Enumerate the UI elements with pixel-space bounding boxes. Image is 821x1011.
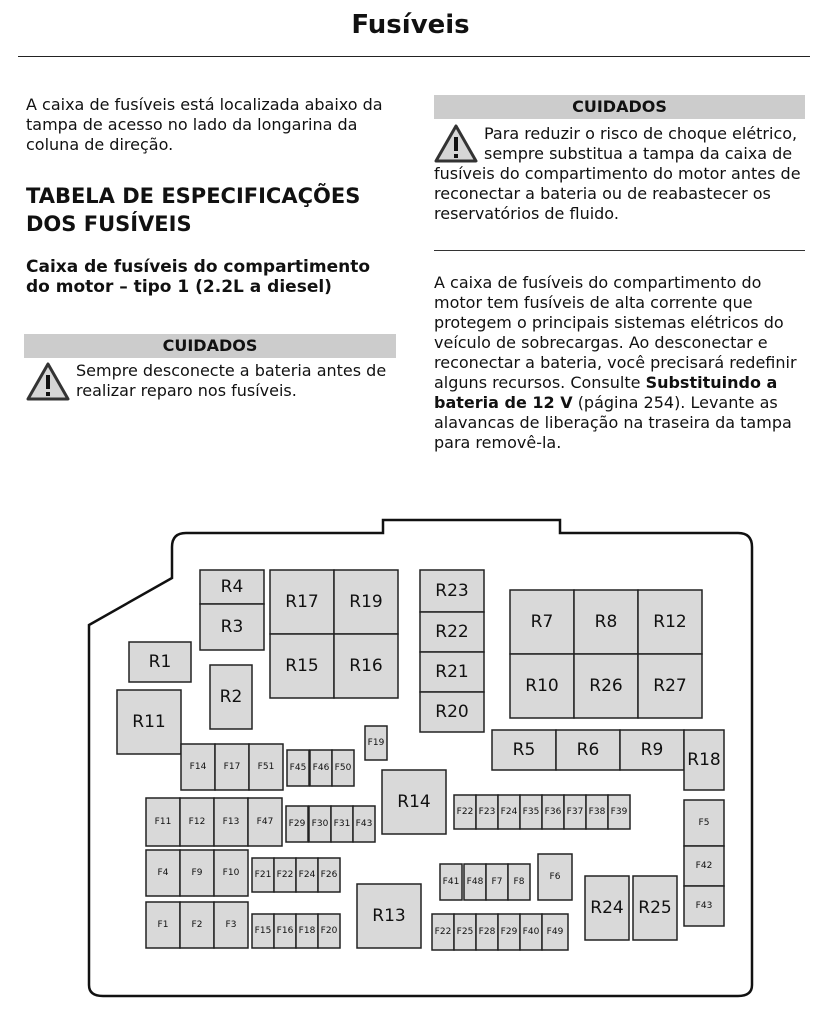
fuse-label-f37: F37 bbox=[566, 807, 584, 817]
fuse-box-diagram bbox=[0, 510, 821, 1005]
fuse-label-f26: F26 bbox=[320, 870, 338, 880]
fuse-label-f18: F18 bbox=[298, 926, 316, 936]
fuse-label-f45: F45 bbox=[289, 763, 307, 773]
caution-text-left: Sempre desconecte a bateria antes de realizar reparo nos fusíveis. bbox=[76, 361, 387, 400]
cross-reference-link[interactable]: Substituindo a bateria de 12 V bbox=[434, 373, 778, 412]
section-heading bbox=[26, 182, 406, 238]
fuse-label-r10: R10 bbox=[525, 676, 559, 696]
fuse-label-r4: R4 bbox=[220, 577, 244, 597]
page-title: Fusíveis bbox=[351, 10, 470, 40]
fuse-label-r13: R13 bbox=[372, 906, 406, 926]
fuse-label-r7: R7 bbox=[530, 612, 554, 632]
fuse-label-f50: F50 bbox=[334, 763, 352, 773]
fuse-label-f49: F49 bbox=[546, 927, 564, 937]
fuse-label-f24: F24 bbox=[298, 870, 316, 880]
fuse-label-f25: F25 bbox=[456, 927, 474, 937]
fuse-label-r17: R17 bbox=[285, 592, 319, 612]
caution-bar-right: CUIDADOS bbox=[434, 95, 805, 119]
fuse-label-f40: F40 bbox=[522, 927, 540, 937]
fuse-label-f29: F29 bbox=[288, 819, 306, 829]
fuse-label-f22: F22 bbox=[276, 870, 294, 880]
fuse-label-f17: F17 bbox=[223, 762, 241, 772]
fuse-label-f31: F31 bbox=[333, 819, 351, 829]
fuse-label-r22: R22 bbox=[435, 622, 469, 642]
fuse-label-f39: F39 bbox=[610, 807, 628, 817]
fuse-label-r18: R18 bbox=[687, 750, 721, 770]
title-divider bbox=[18, 56, 810, 57]
subheading: Caixa de fusíveis do compartimento do motor – tipo 1 (2.2L a diesel) bbox=[26, 257, 371, 297]
fuse-label-f6: F6 bbox=[549, 872, 561, 882]
fuse-label-f1: F1 bbox=[157, 920, 169, 930]
fuse-label-r23: R23 bbox=[435, 581, 469, 601]
fuse-label-r8: R8 bbox=[594, 612, 618, 632]
fuse-label-r6: R6 bbox=[576, 740, 600, 760]
fuse-label-f43: F43 bbox=[355, 819, 373, 829]
fuse-label-r19: R19 bbox=[349, 592, 383, 612]
fuse-label-f42: F42 bbox=[695, 861, 713, 871]
fuse-label-r25: R25 bbox=[638, 898, 672, 918]
fuse-label-f5: F5 bbox=[698, 818, 710, 828]
fuse-label-r16: R16 bbox=[349, 656, 383, 676]
fuse-label-f9: F9 bbox=[191, 868, 203, 878]
fuse-label-f51: F51 bbox=[257, 762, 275, 772]
fuse-label-f2: F2 bbox=[191, 920, 203, 930]
fuse-label-f15: F15 bbox=[254, 926, 272, 936]
fuse-label-r20: R20 bbox=[435, 702, 469, 722]
fuse-label-r26: R26 bbox=[589, 676, 623, 696]
fuse-label-f22: F22 bbox=[434, 927, 452, 937]
caution-bar-left: CUIDADOS bbox=[24, 334, 396, 358]
fuse-label-f4: F4 bbox=[157, 868, 169, 878]
fuse-label-f35: F35 bbox=[522, 807, 540, 817]
body-paragraph bbox=[434, 273, 808, 453]
fuse-label-r2: R2 bbox=[219, 687, 243, 707]
fuse-label-f16: F16 bbox=[276, 926, 294, 936]
fuse-label-f19: F19 bbox=[367, 738, 385, 748]
fuse-label-f3: F3 bbox=[225, 920, 237, 930]
fuse-label-f24: F24 bbox=[500, 807, 518, 817]
fuse-layer bbox=[117, 570, 724, 950]
fuse-label-r1: R1 bbox=[148, 652, 172, 672]
fuse-label-f22: F22 bbox=[456, 807, 474, 817]
intro-paragraph: A caixa de fusíveis está localizada abaixo da tampa de acesso no lado da longarina da coluna de direção. bbox=[26, 95, 383, 154]
fuse-label-f21: F21 bbox=[254, 870, 272, 880]
section-heading-line-1: TABELA DE ESPECIFICAÇÕES bbox=[26, 184, 361, 208]
fuse-label-f28: F28 bbox=[478, 927, 496, 937]
fuse-label-f46: F46 bbox=[312, 763, 330, 773]
caution-text-right-content: Para reduzir o risco de choque elétrico, sempre substitua a tampa da caixa de fusíveis do compartimento do motor antes de reconectar a bateria ou de reabastecer os reservatórios de fluido. bbox=[434, 124, 801, 223]
fuse-label-r24: R24 bbox=[590, 898, 624, 918]
warning-triangle-icon bbox=[26, 362, 70, 402]
fuse-label-r27: R27 bbox=[653, 676, 687, 696]
fuse-label-r5: R5 bbox=[512, 740, 536, 760]
section-heading-line-2: DOS FUSÍVEIS bbox=[26, 212, 192, 236]
fuse-label-r11: R11 bbox=[132, 712, 166, 732]
fuse-label-r15: R15 bbox=[285, 656, 319, 676]
fuse-label-f8: F8 bbox=[513, 877, 525, 887]
fuse-label-f47: F47 bbox=[256, 817, 274, 827]
fuse-label-r14: R14 bbox=[397, 792, 431, 812]
fuse-label-f30: F30 bbox=[311, 819, 329, 829]
fuse-label-f20: F20 bbox=[320, 926, 338, 936]
fuse-label-r3: R3 bbox=[220, 617, 244, 637]
fuse-label-r21: R21 bbox=[435, 662, 469, 682]
caution-divider bbox=[434, 250, 805, 251]
fuse-label-f38: F38 bbox=[588, 807, 606, 817]
fuse-label-f10: F10 bbox=[222, 868, 240, 878]
fuse-label-f36: F36 bbox=[544, 807, 562, 817]
fuse-label-r12: R12 bbox=[653, 612, 687, 632]
fuse-label-f12: F12 bbox=[188, 817, 206, 827]
body-text-2: (página 254). Levante as alavancas de liberação na traseira da tampa para removê-la. bbox=[434, 393, 792, 452]
fuse-label-f14: F14 bbox=[189, 762, 207, 772]
fuse-label-f29: F29 bbox=[500, 927, 518, 937]
fuse-label-f13: F13 bbox=[222, 817, 240, 827]
fuse-label-f43: F43 bbox=[695, 901, 713, 911]
body-text-1: A caixa de fusíveis do compartimento do motor tem fusíveis de alta corrente que protegem o principais sistemas elétricos do veículo de sobrecargas. Ao desconectar e reconectar a bateria, você precisará redefinir alguns recursos. Consulte bbox=[434, 273, 797, 392]
fuse-label-f41: F41 bbox=[442, 877, 460, 887]
fuse-label-r9: R9 bbox=[640, 740, 664, 760]
fuse-label-f48: F48 bbox=[466, 877, 484, 887]
caution-text-right bbox=[434, 124, 806, 224]
fuse-label-f7: F7 bbox=[491, 877, 503, 887]
fuse-label-f23: F23 bbox=[478, 807, 496, 817]
fuse-label-f11: F11 bbox=[154, 817, 172, 827]
